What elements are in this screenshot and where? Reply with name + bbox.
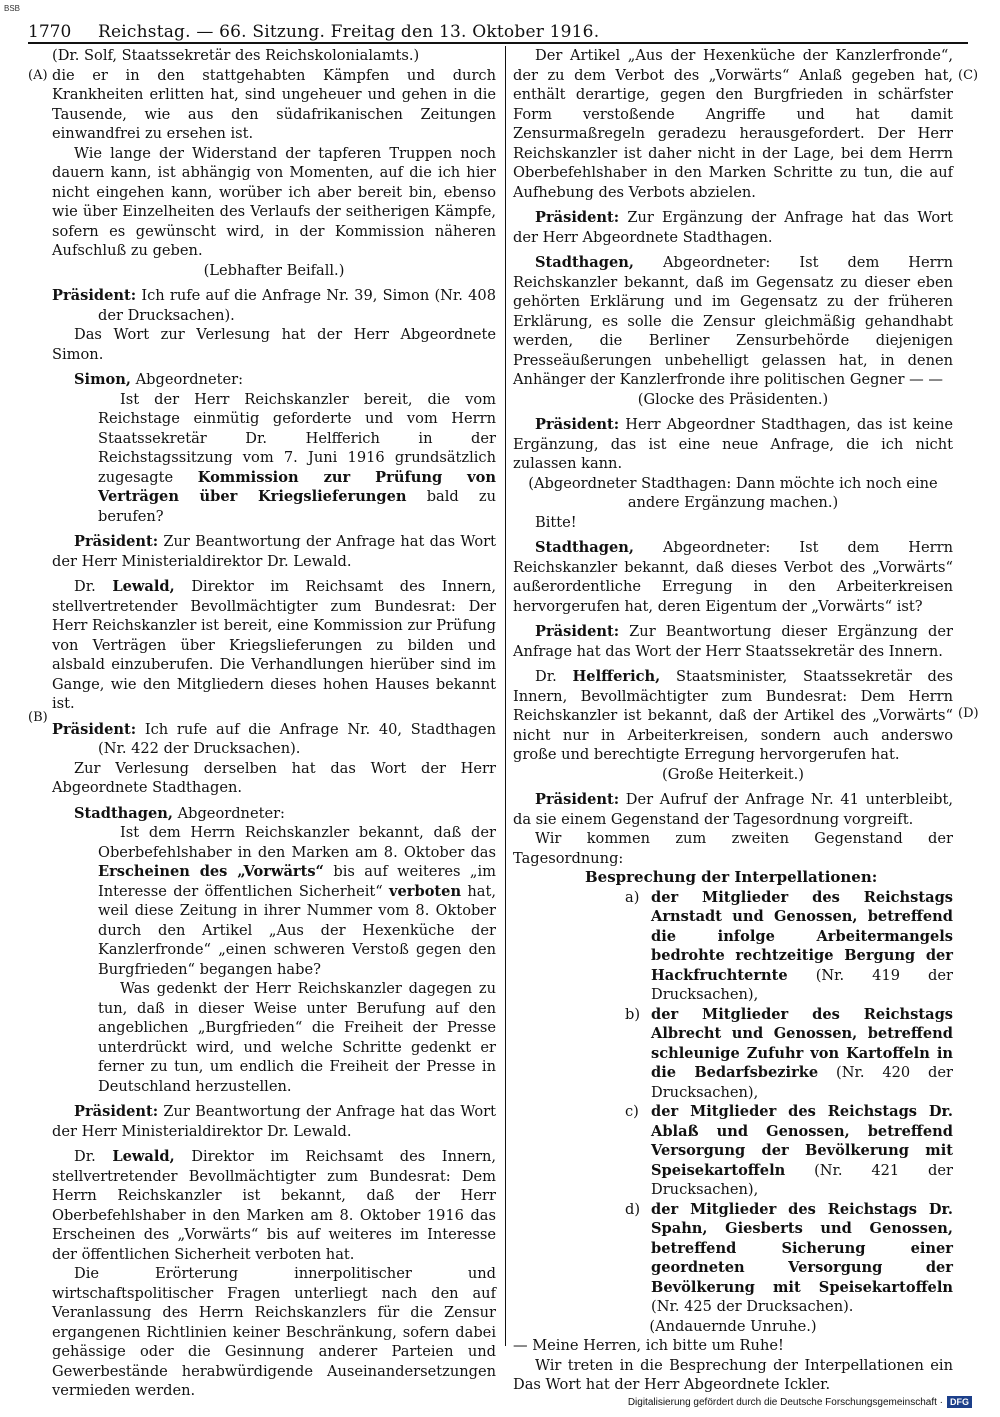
speaker-name: Präsident: xyxy=(52,720,137,738)
inquiry-text xyxy=(52,823,496,1096)
interpellation-list xyxy=(513,888,953,1317)
inquiry-emphasis: Kommission zur Prüfung von Verträgen über Kriegslieferungen xyxy=(98,468,497,505)
paragraph: Bitte! xyxy=(535,513,577,531)
margin-marker-b: (B) xyxy=(28,710,48,725)
paragraph: Wir treten in die Besprechung der Interpellationen ein Das Wort hat der Herr Abgeordnete Ickler. xyxy=(513,1356,953,1393)
speech-lewald xyxy=(52,1147,496,1264)
speaker-name: Lewald, xyxy=(112,578,175,595)
list-item xyxy=(625,1200,953,1317)
speaker-name: Simon, xyxy=(74,371,131,388)
inquiry-part: hat, weil diese Zeitung in ihrer Nummer vom 8. Oktober durch den Artikel „Aus der Hexenküche der Kanzlerfronde“ „einen schweren Verstoß gegen den Burgfrieden“ begangen habe? xyxy=(98,882,496,978)
speaker-role: Abgeordneter: xyxy=(135,371,243,388)
speaker-name: Stadthagen, xyxy=(535,254,634,271)
page-title: Reichstag. — 66. Sitzung. Freitag den 13. Oktober 1916. xyxy=(98,22,600,42)
list-letter: c) xyxy=(625,1103,639,1120)
paragraph: Wie lange der Widerstand der tapferen Truppen noch dauern kann, ist abhängig von Momenten, auf die ich hier nicht eingehen kann, worüber ich aber bereit bin, ebenso wie über Einzelheiten des Verlaufs der seitherigen Kämpfe, sofern es gewünscht wird, in der Kommission näheren Aufschluß zu geben. xyxy=(52,144,496,259)
left-column xyxy=(52,46,496,1401)
list-letter: a) xyxy=(625,888,640,906)
speech-president xyxy=(52,1102,496,1141)
stage-direction: (Abgeordneter Stadthagen: Dann möchte ich noch eine andere Ergänzung machen.) xyxy=(528,474,938,511)
speech-text: Zur Ergänzung der Anfrage hat das Wort der Herr Abgeordnete Stadthagen. xyxy=(513,209,953,246)
stage-direction: (Glocke des Präsidenten.) xyxy=(637,390,829,408)
speech-text: Staatsminister, Staatssekretär des Innern, Bevollmächtigter zum Bundesrat: Dem Herrn Reichskanzler ist bekannt, daß der Artikel des „Vorwärts“ nicht nur in Arbeiterkreisen, sondern auch anderswo große und berechtigte Erregung hervorgerufen hat. xyxy=(513,668,953,763)
list-item-title: der Mitglieder des Reichstags Dr. Ablaß und Genossen, betreffend Versorgung der Bevölkerung mit Speisekartoffeln xyxy=(651,1103,953,1179)
right-column xyxy=(513,46,953,1395)
agenda-heading: Besprechung der Interpellationen: xyxy=(585,868,878,886)
speaker-role: Abgeordneter: xyxy=(177,804,285,822)
list-item-title: der Mitglieder des Reichstags Arnstadt und Genossen, betreffend die infolge Arbeitermangels bedrohte rechtzeitige Bergung der Hackfruchternte xyxy=(651,888,953,984)
speaker-name: Präsident: xyxy=(535,209,620,226)
speech-text: Zur Beantwortung dieser Ergänzung der Anfrage hat das Wort der Herr Staatssekretär des Innern. xyxy=(513,623,954,660)
speaker-name: Präsident: xyxy=(535,791,620,808)
speech-text: Herr Abgeordner Stadthagen, das ist keine Ergänzung, das ist eine neue Anfrage, die ich nicht zulassen kann. xyxy=(513,416,954,472)
speaker-title: Dr. xyxy=(535,668,557,685)
speech-president xyxy=(513,790,953,829)
header-rule xyxy=(28,42,968,44)
paragraph: Die Erörterung innerpolitischer und wirtschaftspolitischer Fragen unterliegt nach den auf Veranlassung des Herrn Reichskanzlers für die Zensur ergangenen Richtlinien keiner Beschränkung, sofern dabei gehässige oder die Gesinnung anderer Parteien und Gewerbestände herabwürdigende Auseinandersetzungen vermieden werden. xyxy=(52,1265,496,1399)
inquiry-text xyxy=(52,390,496,527)
speech-president xyxy=(52,532,496,571)
paragraph: — Meine Herren, ich bitte um Ruhe! xyxy=(513,1337,784,1354)
inquiry-part: Ist dem Herrn Reichskanzler bekannt, daß der Oberbefehlshaber in den Marken am 8. Oktober das xyxy=(98,824,496,861)
inquiry-part: Was gedenkt der Herr Reichskanzler dagegen zu tun, daß in dieser Weise unter Berufung auf den angeblichen „Burgfrieden“ die Freiheit der Presse unterdrückt wird, und welche Schritte gedenkt er ferner zu tun, um endlich die Freiheit der Presse in Deutschland herzustellen. xyxy=(98,980,496,1095)
speaker-title: Dr. xyxy=(74,578,96,595)
margin-marker-d: (D) xyxy=(958,706,979,721)
speech-lewald xyxy=(52,577,496,714)
list-item-ref: (Nr. 425 der Drucksachen). xyxy=(651,1298,854,1315)
list-item-title: der Mitglieder des Reichstags Dr. Spahn, Giesberts und Genossen, betreffend Sicherung einer geordneten Versorgung der Bevölkerung mit Speisekartoffeln xyxy=(651,1200,953,1296)
footer-credit xyxy=(628,1396,972,1408)
speech-president xyxy=(52,720,496,759)
list-letter: d) xyxy=(625,1200,641,1218)
margin-marker-c: (C) xyxy=(958,68,979,83)
speaker-name: Präsident: xyxy=(74,1103,159,1120)
inquiry-part: bis auf weiteres „im Interesse der öffentlichen Sicherheit“ xyxy=(98,863,496,900)
speech-text: Abgeordneter: Ist dem Herrn Reichskanzler bekannt, daß im Gegensatz zu dieser eben gehörten Erklärung und im Gegensatz zu der früheren Erklärung, es solle die Zensur gleichmäßig gehandhabt werden, die Berliner Zensurbehörde diejenigen Presseäußerungen unbehelligt gelassen hat, in denen Anhänger der Kanzlerfronde ihre politischen Gegner — — xyxy=(513,254,954,388)
speech-president xyxy=(513,208,953,247)
speech-simon xyxy=(52,370,496,390)
page-number: 1770 xyxy=(28,22,72,42)
inquiry-emphasis: verboten xyxy=(389,882,462,900)
speech-text: Direktor im Reichsamt des Innern, stellvertretender Bevollmächtigter zum Bundesrat: Dem Herrn Reichskanzler ist bekannt, daß der Herr Oberbefehlshaber in den Marken am 8. Oktober 1916 das Erscheinen des „Vorwärts“ bis auf weiteres im Interesse der öffentlichen Sicherheit verboten hat. xyxy=(52,1148,497,1263)
speech-text: Abgeordneter: Ist dem Herrn Reichskanzler bekannt, daß dieses Verbot des „Vorwärts“ außerordentliche Erregung in den Arbeiterkreisen hervorgerufen hat, deren Eigentum der „Vorwärts“ ist? xyxy=(513,539,954,615)
speaker-continuation: (Dr. Solf, Staatssekretär des Reichskolonialamts.) xyxy=(52,47,420,64)
paragraph: die er in den stattgehabten Kämpfen und durch Krankheiten erlitten hat, sind ungeheuer und gehen in die Tausende, wie aus den südafrikanischen Zeitungen einwandfrei zu ersehen ist. xyxy=(52,66,496,142)
list-item-ref: (Nr. 421 der Drucksachen), xyxy=(651,1161,953,1198)
inquiry-part: Ist der Herr Reichskanzler bereit, die vom Reichstage einmütig geforderte und vom Herrn Staatssekretär Dr. Helfferich in der Reichstagssitzung vom 7. Juni 1916 grundsätzlich zugesagte xyxy=(98,390,496,486)
inquiry-part: bald zu berufen? xyxy=(98,488,496,525)
speech-president xyxy=(513,415,953,474)
stage-direction: (Große Heiterkeit.) xyxy=(662,765,804,783)
speaker-title: Dr. xyxy=(74,1148,96,1165)
margin-marker-a: (A) xyxy=(28,68,48,83)
speech-stadthagen xyxy=(513,253,953,390)
speech-helfferich xyxy=(513,667,953,765)
speech-text: Der Aufruf der Anfrage Nr. 41 unterbleibt, da sie einem Gegenstand der Tagesordnung vorgreift. xyxy=(513,791,954,828)
stage-direction: (Lebhafter Beifall.) xyxy=(203,261,345,279)
stage-direction: (Andauernde Unruhe.) xyxy=(649,1317,817,1335)
speaker-name: Präsident: xyxy=(535,416,620,433)
speech-president xyxy=(513,622,953,661)
list-item-title: der Mitglieder des Reichstags Albrecht und Genossen, betreffend schleunige Zufuhr von Kartoffeln in die Bedarfsbezirke xyxy=(651,1005,953,1081)
speech-text: Direktor im Reichsamt des Innern, stellvertretender Bevollmächtigter zum Bundesrat: Der Herr Reichskanzler ist bereit, eine Kommission zur Prüfung von Verträgen über Kriegslieferungen zu bilden und alsbald einzuberufen. Die Verhandlungen hierüber sind im Gange, wie den Mitgliedern dieses hohen Hauses bekannt ist. xyxy=(52,578,497,712)
speech-text: Ich rufe auf die Anfrage Nr. 40, Stadthagen (Nr. 422 der Drucksachen). xyxy=(98,720,497,757)
list-item-ref: (Nr. 420 der Drucksachen), xyxy=(651,1064,953,1101)
speaker-name: Stadthagen, xyxy=(74,804,173,822)
list-item xyxy=(625,888,953,1005)
list-item xyxy=(625,1005,953,1103)
speaker-name: Helfferich, xyxy=(572,668,661,685)
paragraph: Zur Verlesung derselben hat das Wort der Herr Abgeordnete Stadthagen. xyxy=(52,759,496,796)
speech-text: Zur Beantwortung der Anfrage hat das Wort der Herr Ministerialdirektor Dr. Lewald. xyxy=(52,533,497,570)
column-divider xyxy=(505,46,506,1346)
paragraph: Wir kommen zum zweiten Gegenstand der Tagesordnung: xyxy=(513,830,953,867)
speaker-name: Präsident: xyxy=(52,287,137,304)
speaker-name: Präsident: xyxy=(74,533,159,550)
speaker-name: Lewald, xyxy=(112,1148,175,1165)
dfg-logo: DFG xyxy=(947,1396,972,1408)
paragraph: Der Artikel „Aus der Hexenküche der Kanzlerfronde“, der zu dem Verbot des „Vorwärts“ Anlaß gegeben hat, enthält derartige, gegen den Burgfrieden in schärfster Form verstoßende Angriffe und hat damit Zensurmaßregeln geradezu herausgefordert. Der Herr Reichskanzler ist daher nicht in der Lage, bei dem Herrn Oberbefehlshaber in den Marken Schritte zu tun, die auf Aufhebung des Verbots abzielen. xyxy=(513,47,953,201)
speaker-name: Stadthagen, xyxy=(535,539,634,556)
inquiry-emphasis: Erscheinen des „Vorwärts“ xyxy=(98,863,324,880)
speech-stadthagen xyxy=(52,804,496,824)
list-item-ref: (Nr. 419 der Drucksachen), xyxy=(651,966,953,1003)
library-mark: BSB xyxy=(4,4,21,13)
speaker-name: Präsident: xyxy=(535,623,620,640)
speech-text: Zur Beantwortung der Anfrage hat das Wort der Herr Ministerialdirektor Dr. Lewald. xyxy=(52,1103,497,1140)
speech-stadthagen xyxy=(513,538,953,616)
speech-text: Ich rufe auf die Anfrage Nr. 39, Simon (Nr. 408 der Drucksachen). xyxy=(98,287,496,324)
list-letter: b) xyxy=(625,1005,641,1023)
speech-president xyxy=(52,286,496,325)
footer-text: Digitalisierung gefördert durch die Deutsche Forschungsgemeinschaft · xyxy=(627,1396,943,1408)
paragraph: Das Wort zur Verlesung hat der Herr Abgeordnete Simon. xyxy=(52,326,496,363)
list-item xyxy=(625,1102,953,1200)
page-header xyxy=(28,16,968,42)
